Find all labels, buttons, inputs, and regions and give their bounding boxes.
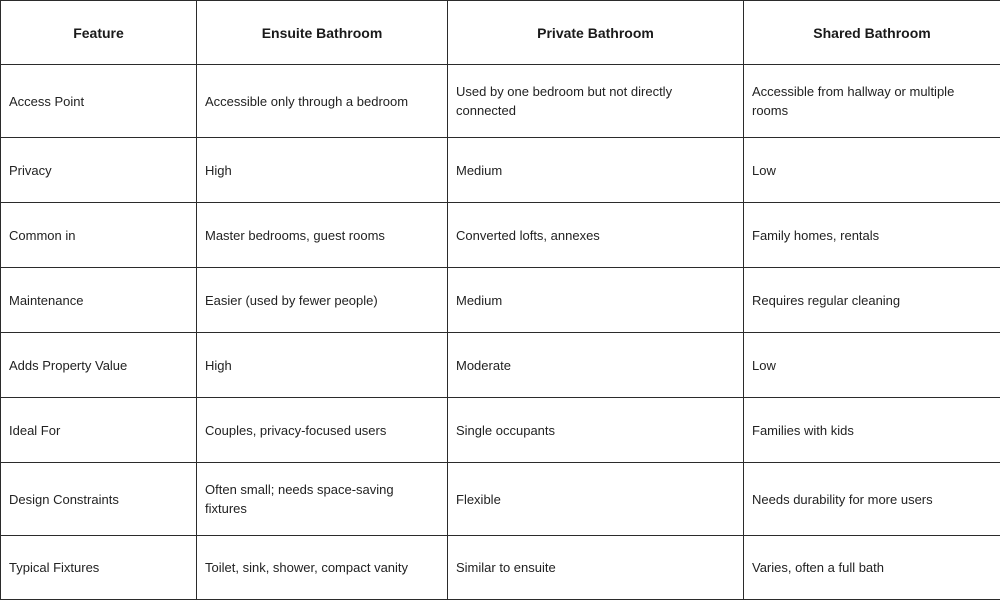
private-cell: Converted lofts, annexes xyxy=(448,203,744,268)
private-cell: Medium xyxy=(448,138,744,203)
private-cell: Used by one bedroom but not directly connected xyxy=(448,65,744,138)
feature-cell: Common in xyxy=(1,203,197,268)
table-row xyxy=(1,203,1000,268)
shared-cell: Varies, often a full bath xyxy=(744,536,1000,600)
shared-cell: Family homes, rentals xyxy=(744,203,1000,268)
table-row xyxy=(1,138,1000,203)
feature-cell: Ideal For xyxy=(1,398,197,463)
private-cell: Moderate xyxy=(448,333,744,398)
header-shared-bathroom: Shared Bathroom xyxy=(744,1,1000,65)
private-cell: Single occupants xyxy=(448,398,744,463)
feature-cell: Typical Fixtures xyxy=(1,536,197,600)
table-row xyxy=(1,463,1000,536)
ensuite-cell: Often small; needs space-saving fixtures xyxy=(197,463,448,536)
header-feature: Feature xyxy=(1,1,197,65)
feature-cell: Adds Property Value xyxy=(1,333,197,398)
ensuite-cell: Toilet, sink, shower, compact vanity xyxy=(197,536,448,600)
table-row xyxy=(1,65,1000,138)
ensuite-cell: High xyxy=(197,138,448,203)
ensuite-cell: High xyxy=(197,333,448,398)
shared-cell: Families with kids xyxy=(744,398,1000,463)
shared-cell: Requires regular cleaning xyxy=(744,268,1000,333)
shared-cell: Needs durability for more users xyxy=(744,463,1000,536)
table-row xyxy=(1,536,1000,600)
ensuite-cell: Master bedrooms, guest rooms xyxy=(197,203,448,268)
table-row xyxy=(1,333,1000,398)
feature-cell: Privacy xyxy=(1,138,197,203)
ensuite-cell: Accessible only through a bedroom xyxy=(197,65,448,138)
shared-cell: Low xyxy=(744,333,1000,398)
ensuite-cell: Couples, privacy-focused users xyxy=(197,398,448,463)
feature-cell: Maintenance xyxy=(1,268,197,333)
feature-cell: Access Point xyxy=(1,65,197,138)
shared-cell: Low xyxy=(744,138,1000,203)
private-cell: Flexible xyxy=(448,463,744,536)
table-row xyxy=(1,398,1000,463)
private-cell: Similar to ensuite xyxy=(448,536,744,600)
header-row xyxy=(1,1,1000,65)
header-ensuite-bathroom: Ensuite Bathroom xyxy=(197,1,448,65)
private-cell: Medium xyxy=(448,268,744,333)
ensuite-cell: Easier (used by fewer people) xyxy=(197,268,448,333)
table-row xyxy=(1,268,1000,333)
header-private-bathroom: Private Bathroom xyxy=(448,1,744,65)
shared-cell: Accessible from hallway or multiple rooms xyxy=(744,65,1000,138)
feature-cell: Design Constraints xyxy=(1,463,197,536)
